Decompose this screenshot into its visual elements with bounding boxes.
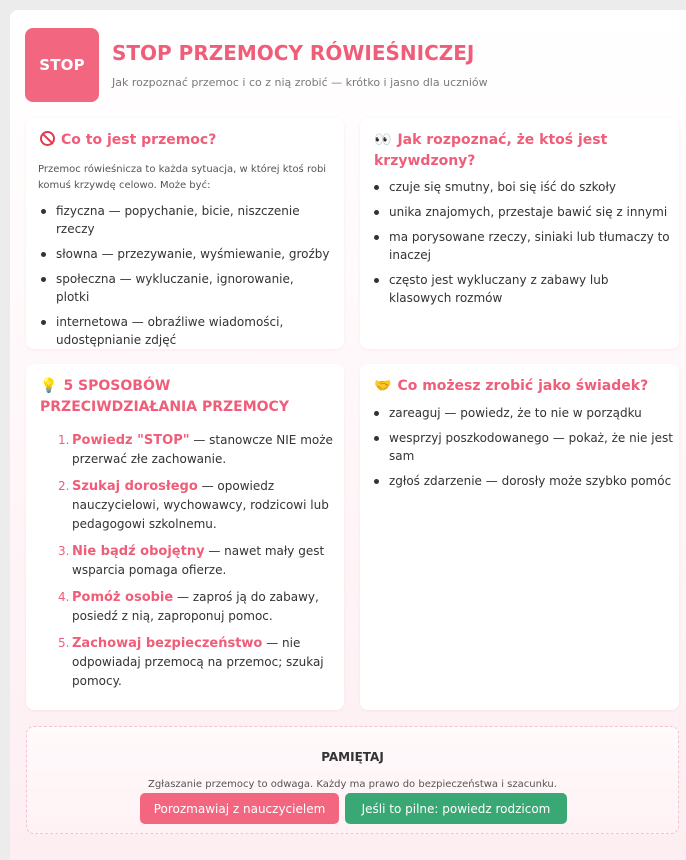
list-item: zgłoś zdarzenie — dorosły może szybko pomóc	[373, 472, 673, 490]
step-text: — stanowcze NIE może przerwać złe zachowanie.	[72, 433, 333, 466]
step-heading: Szukaj dorosłego	[72, 479, 198, 494]
card-title-text: Co możesz zrobić jako świadek?	[397, 378, 649, 394]
card-title	[374, 130, 667, 172]
step-heading: Nie bądź obojętny	[72, 544, 205, 559]
remember-title: PAMIĘTAJ	[321, 750, 384, 764]
step-heading: Pomóż osobie	[72, 590, 174, 605]
stop-badge: STOP	[25, 28, 99, 102]
card-title	[40, 130, 332, 151]
steps-list	[58, 431, 336, 699]
step-item	[58, 542, 336, 580]
card-title	[374, 376, 667, 397]
talk-to-teacher-button[interactable]: Porozmawiaj z nauczycielem	[140, 793, 339, 824]
page-subtitle: Jak rozpoznać przemoc i co z nią zrobić — krótko i jasno dla uczniów	[112, 76, 488, 89]
step-heading: Powiedz "STOP"	[72, 433, 190, 448]
signs-list	[373, 178, 673, 314]
step-number: 5.	[58, 636, 70, 650]
witness-list	[373, 404, 673, 497]
recognize-card	[360, 118, 679, 349]
list-item: fizyczna — popychanie, bicie, niszczenie rzeczy	[40, 202, 330, 238]
list-item: społeczna — wykluczanie, ignorowanie, plotki	[40, 270, 330, 306]
ways-card	[26, 364, 344, 710]
step-heading: Zachowaj bezpieczeństwo	[72, 636, 263, 651]
step-text: — opowiedz nauczycielowi, wychowawcy, rodzicowi lub pedagogowi szkolnemu.	[72, 479, 329, 531]
witness-card	[360, 364, 679, 710]
step-item	[58, 477, 336, 534]
card-title-text: 5 SPOSOBÓW PRZECIWDZIAŁANIA PRZEMOCY	[40, 378, 289, 415]
list-item: często jest wykluczany z zabawy lub klasowych rozmów	[373, 271, 673, 307]
card-title-text: Co to jest przemoc?	[61, 132, 217, 148]
step-number: 4.	[58, 590, 70, 604]
step-text: — nie odpowiadaj przemocą na przemoc; szukaj pomocy.	[72, 636, 324, 688]
card-title-text: Jak rozpoznać, że ktoś jest krzywdzony?	[374, 132, 608, 169]
list-item: zareaguj — powiedz, że to nie w porządku	[373, 404, 673, 422]
step-text: — nawet mały gest wsparcia pomaga ofierze.	[72, 544, 325, 577]
prohibited-icon	[40, 131, 55, 146]
page-title: STOP PRZEMOCY RÓWIEŚNICZEJ	[112, 41, 475, 65]
page	[10, 10, 686, 860]
handshake-icon: 🤝	[374, 378, 392, 394]
remember-text: Zgłaszanie przemocy to odwaga. Każdy ma prawo do bezpieczeństwa i szacunku.	[148, 779, 557, 790]
list-item: unika znajomych, przestaje bawić się z innymi	[373, 203, 673, 221]
step-text: — zaproś ją do zabawy, posiedź z nią, zaproponuj pomoc.	[72, 590, 319, 623]
tell-parents-button[interactable]: Jeśli to pilne: powiedz rodzicom	[345, 793, 567, 824]
remember-box	[26, 726, 679, 834]
step-item	[58, 634, 336, 691]
intro-text: Przemoc rówieśnicza to każda sytuacja, w której ktoś robi komuś krzywdę celowo. Może być:	[38, 164, 327, 191]
what-is-card	[26, 118, 344, 349]
step-number: 2.	[58, 479, 70, 493]
list-item: wesprzyj poszkodowanego — pokaż, że nie jest sam	[373, 429, 673, 465]
list-item: słowna — przezywanie, wyśmiewanie, groźby	[40, 245, 330, 263]
step-number: 1.	[58, 433, 70, 447]
step-number: 3.	[58, 544, 70, 558]
step-item	[58, 431, 336, 469]
list-item: ma porysowane rzeczy, siniaki lub tłumaczy to inaczej	[373, 228, 673, 264]
list-item: internetowa — obraźliwe wiadomości, udostępnianie zdjęć	[40, 313, 330, 349]
card-title	[40, 376, 332, 418]
eyes-icon: 👀	[374, 132, 392, 148]
list-item: czuje się smutny, boi się iść do szkoły	[373, 178, 673, 196]
step-item	[58, 588, 336, 626]
lightbulb-icon: 💡	[40, 378, 58, 394]
violence-types-list	[40, 202, 330, 356]
header	[25, 28, 686, 102]
